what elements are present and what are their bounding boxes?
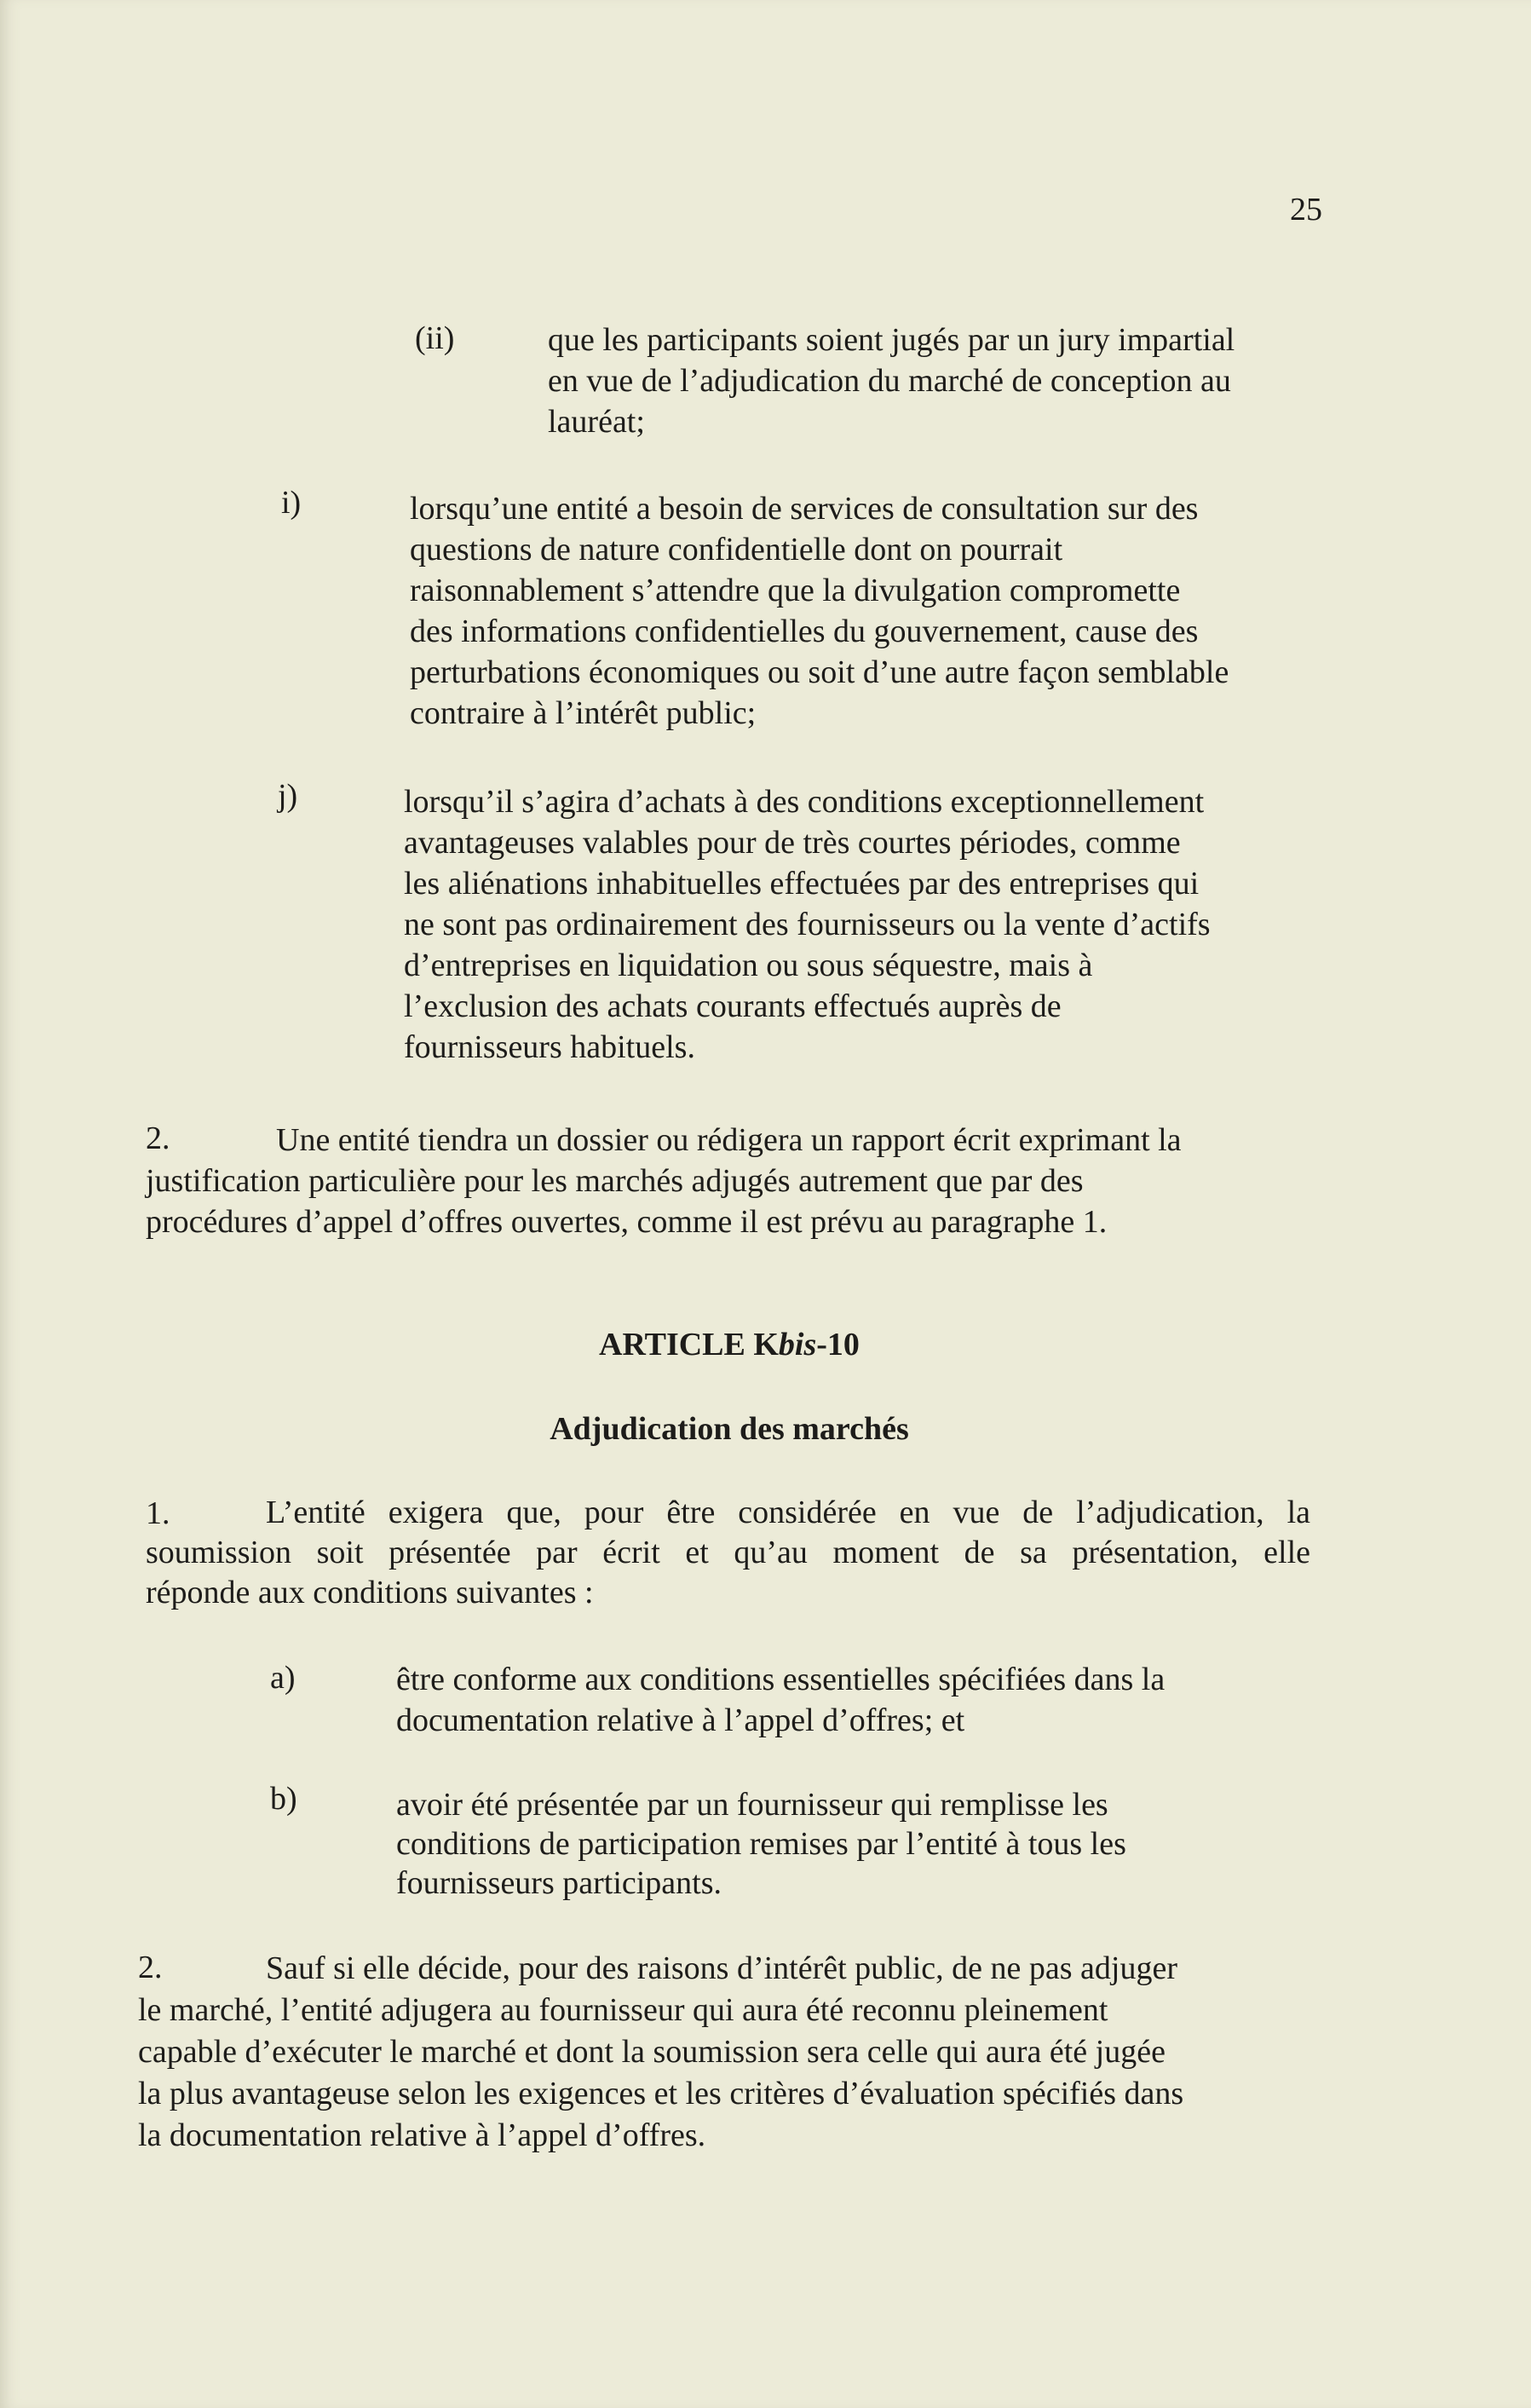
clause-j-text	[404, 781, 1211, 1068]
clause-j-line: l’exclusion des achats courants effectués auprès de	[404, 988, 1062, 1024]
clause-ii-label: (ii)	[415, 320, 455, 356]
clause-j-label: j)	[278, 778, 298, 814]
item-b-label: b)	[270, 1781, 297, 1817]
paragraph-2-number: 2.	[146, 1120, 170, 1156]
clause-ii-line: en vue de l’adjudication du marché de conception au	[548, 363, 1231, 399]
item-b-line: conditions de participation remises par l’entité à tous les	[396, 1826, 1126, 1862]
article-paragraph-2-line: Sauf si elle décide, pour des raisons d’intérêt public, de ne pas adjuger	[266, 1950, 1177, 1986]
clause-j-line: d’entreprises en liquidation ou sous séquestre, mais à	[404, 948, 1093, 983]
article-paragraph-2-text	[138, 1948, 1183, 2157]
paragraph-2-line: procédures d’appel d’offres ouvertes, comme il est prévu au paragraphe 1.	[146, 1204, 1108, 1240]
clause-j-line: ne sont pas ordinairement des fournisseurs ou la vente d’actifs	[404, 907, 1211, 942]
article-heading	[0, 1324, 1459, 1365]
article-paragraph-1-line: réponde aux conditions suivantes :	[146, 1575, 594, 1610]
item-b-line: avoir été présentée par un fournisseur qui remplisse les	[396, 1787, 1108, 1823]
paragraph-2-line: Une entité tiendra un dossier ou rédigera un rapport écrit exprimant la	[276, 1122, 1182, 1158]
clause-i-line: contraire à l’intérêt public;	[410, 695, 757, 731]
article-paragraph-2-line: la documentation relative à l’appel d’offres.	[138, 2117, 706, 2153]
item-a-label: a)	[270, 1660, 296, 1696]
item-a-line: documentation relative à l’appel d’offres; et	[396, 1702, 965, 1738]
clause-j-line: avantageuses valables pour de très courtes périodes, comme	[404, 825, 1181, 861]
paragraph-2-text	[146, 1120, 1182, 1242]
clause-ii-line: lauréat;	[548, 404, 645, 440]
clause-i-line: des informations confidentielles du gouvernement, cause des	[410, 614, 1199, 649]
item-a-text	[396, 1659, 1165, 1741]
article-paragraph-2-number: 2.	[138, 1950, 163, 1985]
clause-i-line: lorsqu’une entité a besoin de services de consultation sur des	[410, 491, 1199, 527]
clause-i-line: questions de nature confidentielle dont on pourrait	[410, 532, 1063, 567]
item-b-text	[396, 1785, 1126, 1903]
article-paragraph-1-text	[146, 1493, 1310, 1613]
article-paragraph-2-line: capable d’exécuter le marché et dont la soumission sera celle qui aura été jugée	[138, 2034, 1166, 2070]
article-paragraph-2-line: le marché, l’entité adjugera au fournisseur qui aura été reconnu pleinement	[138, 1992, 1108, 2028]
paragraph-2-line: justification particulière pour les marchés adjugés autrement que par des	[146, 1163, 1084, 1199]
item-b-line: fournisseurs participants.	[396, 1865, 722, 1901]
page-number: 25	[1290, 192, 1322, 228]
article-title: Adjudication des marchés	[550, 1411, 909, 1447]
clause-j-line: fournisseurs habituels.	[404, 1029, 695, 1065]
clause-ii-line: que les participants soient jugés par un jury impartial	[548, 322, 1235, 358]
clause-j-line: les aliénations inhabituelles effectuées par des entreprises qui	[404, 866, 1200, 902]
item-a-line: être conforme aux conditions essentielles spécifiées dans la	[396, 1662, 1166, 1697]
article-paragraph-2-line: la plus avantageuse selon les exigences et les critères d’évaluation spécifiés dans	[138, 2076, 1184, 2111]
clause-ii-text	[548, 320, 1235, 442]
clause-j-line: lorsqu’il s’agira d’achats à des conditions exceptionnellement	[404, 784, 1205, 820]
article-heading-prefix: ARTICLE K	[599, 1327, 779, 1362]
article-paragraph-1-line: L’entité exigera que, pour être considérée en vue de l’adjudication, la	[266, 1495, 1310, 1530]
clause-i-line: raisonnablement s’attendre que la divulgation compromette	[410, 573, 1181, 608]
clause-i-line: perturbations économiques ou soit d’une autre façon semblable	[410, 654, 1229, 690]
article-paragraph-1-line: soumission soit présentée par écrit et qu’au moment de sa présentation, elle	[146, 1535, 1310, 1570]
article-heading-suffix: -10	[816, 1327, 860, 1362]
article-heading-italic: bis	[778, 1327, 817, 1362]
article-paragraph-1-number: 1.	[146, 1495, 170, 1531]
clause-i-label: i)	[281, 485, 302, 521]
clause-i-text	[410, 488, 1229, 734]
